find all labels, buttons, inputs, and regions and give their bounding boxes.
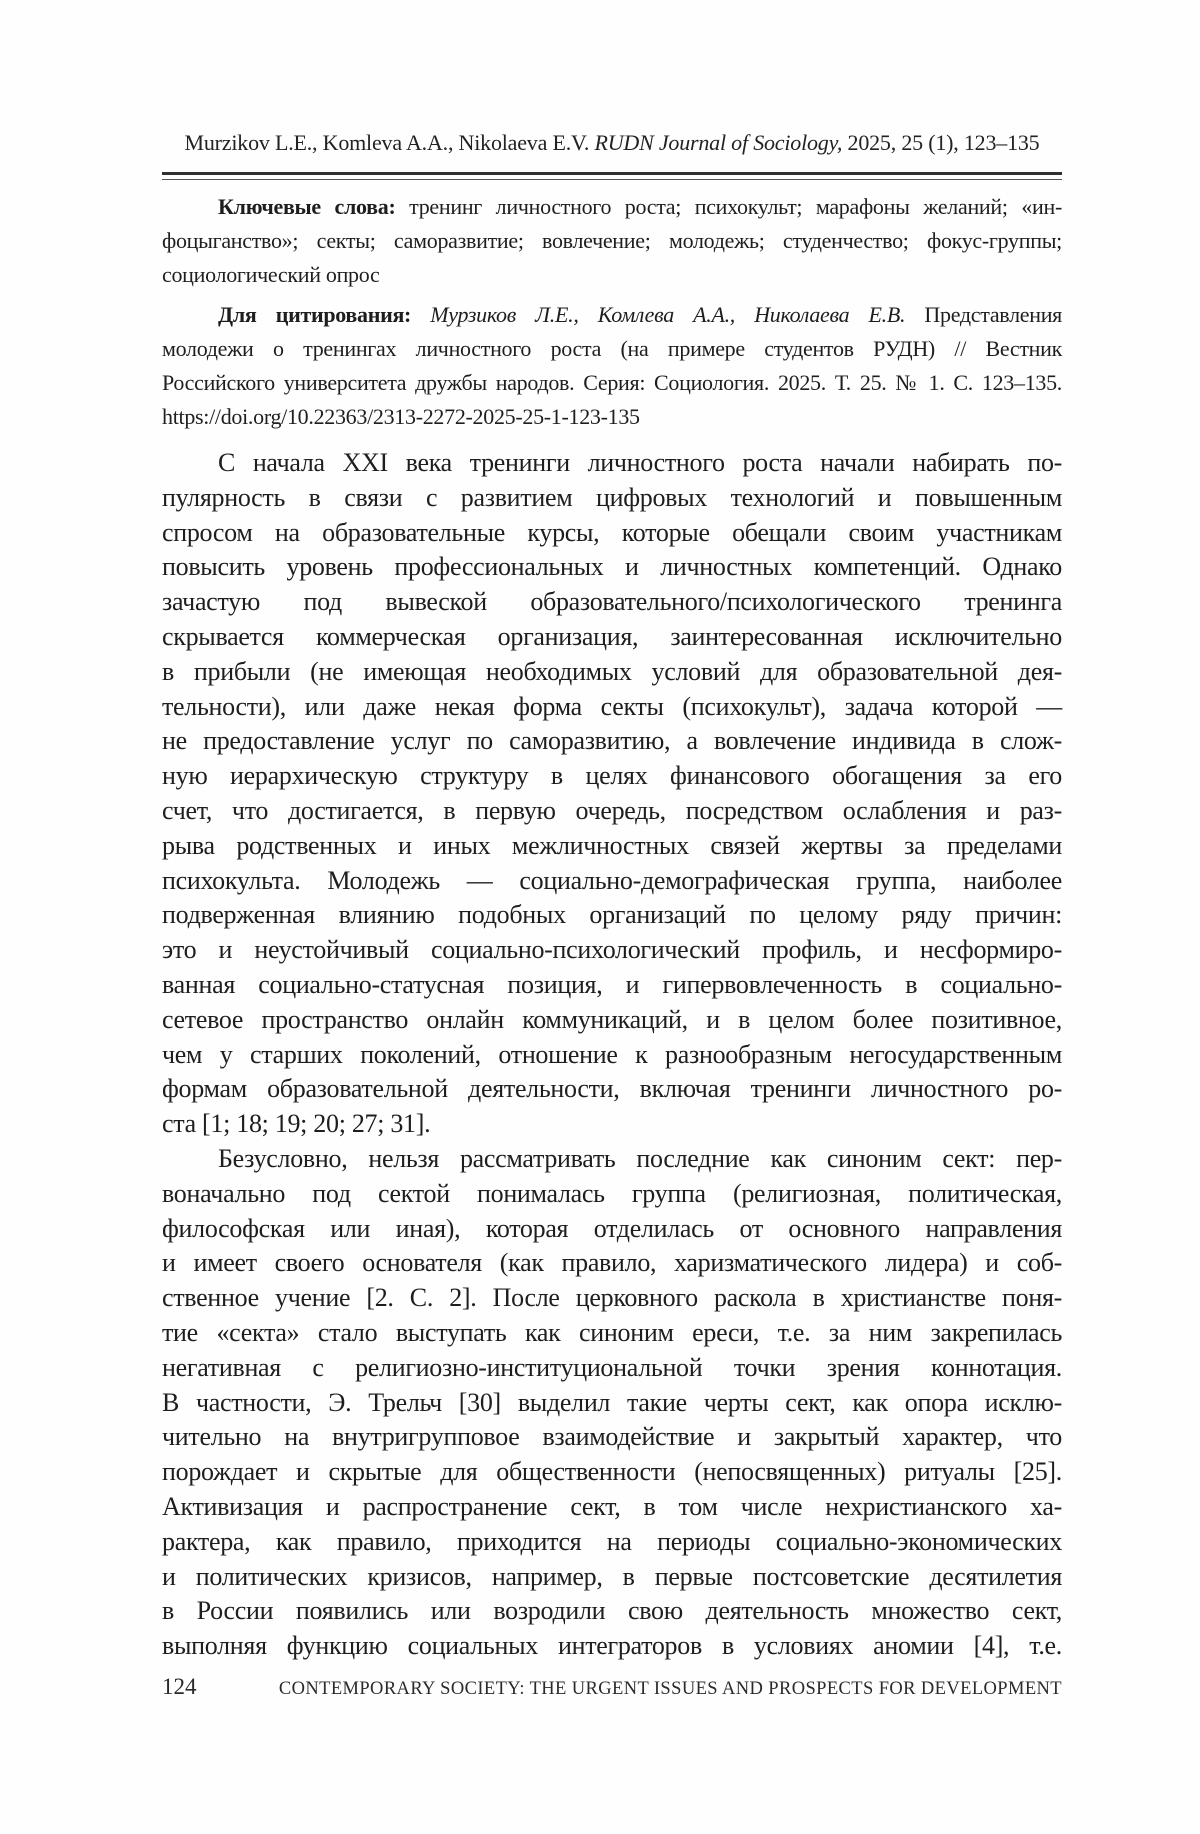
article-body [162, 446, 1062, 1664]
body-text-line: в прибыли (не имеющая необходимых условий для образовательной дея- [162, 656, 1062, 686]
keywords-first-line [162, 190, 1062, 224]
body-text-line: зачастую под вывеской образовательного/психологического тренинга [162, 587, 1062, 617]
body-text-line: не предоставление услуг по саморазвитию, а вовлечение индивида в слож- [162, 726, 1062, 756]
citation-block [162, 298, 1062, 434]
running-head-journal-title: RUDN Journal of Sociology, [594, 130, 843, 155]
running-head [162, 130, 1062, 156]
header-divider-rule [162, 172, 1062, 180]
body-text-line: порождает и скрытые для общественности (непосвященных) ритуалы [25]. [162, 1457, 1062, 1487]
body-paragraph-2 [162, 1142, 1062, 1664]
body-text-line: тельности), или даже некая форма секты (психокульт), задача которой — [162, 691, 1062, 721]
citation-continuation [162, 332, 1062, 400]
citation-text: Представления [924, 302, 1062, 327]
body-text-line: негативная с религиозно-институциональной точки зрения коннотация. [162, 1352, 1062, 1382]
citation-first-line [162, 298, 1062, 332]
body-text-line: С начала XXI века тренинги личностного роста начали набирать по- [218, 448, 1062, 477]
body-text-line: сетевое пространство онлайн коммуникаций, и в целом более позитивное, [162, 1004, 1062, 1034]
body-text-line: Активизация и распространение сект, в том числе нехристианского ха- [162, 1491, 1062, 1521]
body-text-line: чительно на внутригрупповое взаимодействие и закрытый характер, что [162, 1422, 1062, 1452]
body-text-line: это и неустойчивый социально-психологический профиль, и несформиро- [162, 935, 1062, 965]
body-text-line: рыва родственных и иных межличностных связей жертвы за пределами [162, 830, 1062, 860]
body-paragraph-1 [162, 446, 1062, 1142]
body-text-line: подверженная влиянию подобных организаций по целому ряду причин: [162, 900, 1062, 930]
body-text-line: счет, что достигается, в первую очередь, посредством ослабления и раз- [162, 795, 1062, 825]
body-text-line: психокульта. Молодежь — социально-демографическая группа, наиболее [162, 865, 1062, 895]
keywords-label: Ключевые слова: [218, 194, 410, 219]
body-text-line: в России появились или возродили свою деятельность множество сект, [162, 1596, 1062, 1626]
footer-running-title: CONTEMPORARY SOCIETY: THE URGENT ISSUES AND PROSPECTS FOR DEVELOPMENT [278, 1679, 1062, 1699]
body-text-line: тие «секта» стало выступать как синоним ереси, т.е. за ним закрепилась [162, 1317, 1062, 1347]
body-text-line: и политических кризисов, например, в первые постсоветские десятилетия [162, 1561, 1062, 1591]
body-text-line: спросом на образовательные курсы, которые обещали своим участникам [162, 517, 1062, 547]
page-footer [162, 1674, 1062, 1700]
keywords-continuation [162, 224, 1062, 292]
body-text-line: выполняя функцию социальных интеграторов в условиях аномии [4], т.е. [162, 1631, 1062, 1661]
body-text-line: скрывается коммерческая организация, заинтересованная исключительно [162, 621, 1062, 651]
keywords-block [162, 190, 1062, 292]
body-text-line: повысить уровень профессиональных и личностных компетенций. Однако [162, 552, 1062, 582]
citation-line: молодежи о тренингах личностного роста (на примере студентов РУДН) // Вестник [162, 336, 1062, 361]
page-number: 124 [162, 1674, 197, 1699]
body-text-line: ственное учение [2. С. 2]. После церковного раскола в христианстве поня- [162, 1283, 1062, 1313]
body-text-line: воначально под сектой понималась группа (религиозная, политическая, [162, 1178, 1062, 1208]
keywords-line: социологический опрос [162, 262, 380, 287]
body-text-line: Безусловно, нельзя рассматривать последние как синоним сект: пер- [218, 1143, 1062, 1173]
keywords-line: фоцыганство»; секты; саморазвитие; вовлечение; молодежь; студенчество; фокус-группы; [162, 228, 1062, 253]
body-text-line: пулярность в связи с развитием цифровых технологий и повышенным [162, 482, 1062, 512]
body-text-line: рактера, как правило, приходится на периоды социально-экономических [162, 1526, 1062, 1556]
running-head-authors: Murzikov L.E., Komleva A.A., Nikolaeva E.V. [184, 130, 595, 155]
body-text-line: и имеет своего основателя (как правило, харизматического лидера) и соб- [162, 1248, 1062, 1278]
citation-label: Для цитирования: [218, 302, 431, 327]
citation-line: Российского университета дружбы народов. Серия: Социология. 2025. Т. 25. № 1. С. 123–135. [162, 370, 1062, 395]
citation-authors: Мурзиков Л.Е., Комлева А.А., Николаева Е.В. [430, 302, 925, 327]
doi-link: https://doi.org/10.22363/2313-2272-2025-25-1-123-135 [162, 404, 640, 429]
body-text-line: чем у старших поколений, отношение к разнообразным негосударственным [162, 1039, 1062, 1069]
running-head-issue-info: 2025, 25 (1), 123–135 [842, 130, 1040, 155]
body-text-line: формам образовательной деятельности, включая тренинги личностного ро- [162, 1074, 1062, 1104]
body-text-line: ную иерархическую структуру в целях финансового обогащения за его [162, 761, 1062, 791]
body-text-line: ста [1; 18; 19; 20; 27; 31]. [162, 1109, 431, 1139]
keywords-text: тренинг личностного роста; психокульт; марафоны желаний; «ин- [409, 194, 1062, 219]
body-text-line: ванная социально-статусная позиция, и гипервовлеченность в социально- [162, 969, 1062, 999]
body-text-line: философская или иная), которая отделилась от основного направления [162, 1213, 1062, 1243]
body-text-line: В частности, Э. Трельч [30] выделил такие черты сект, как опора исклю- [162, 1387, 1062, 1417]
